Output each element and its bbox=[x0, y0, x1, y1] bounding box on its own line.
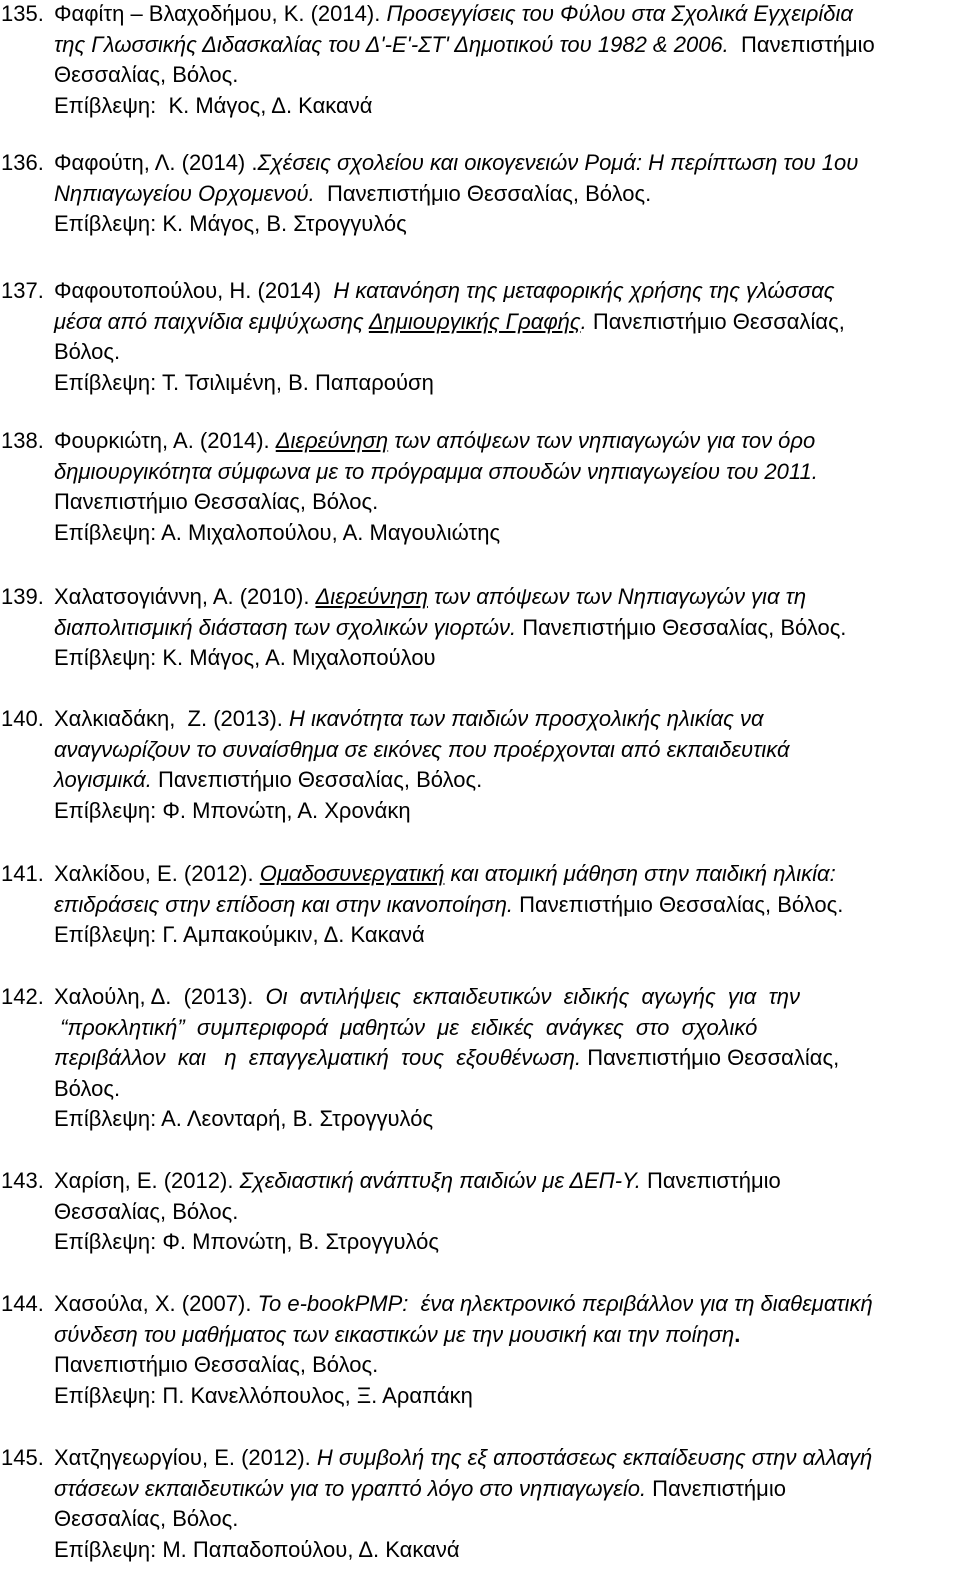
line-text bbox=[54, 767, 482, 792]
entry-line bbox=[0, 426, 960, 457]
entry-number: 139. bbox=[1, 584, 44, 609]
entry-line bbox=[0, 643, 960, 674]
entry-line bbox=[0, 0, 960, 30]
entry-line bbox=[0, 1289, 960, 1320]
text-run: μέσα από παιχνίδια εμψύχωσης bbox=[54, 308, 369, 334]
text-run: . bbox=[580, 308, 587, 334]
entry-line bbox=[0, 613, 960, 644]
text-run: Επίβλεψη: Κ. Μάγος, Α. Μιχαλοπούλου bbox=[54, 645, 436, 671]
line-text bbox=[54, 645, 436, 670]
reference-entry bbox=[0, 582, 960, 674]
entry-line bbox=[0, 1197, 960, 1228]
reference-entry bbox=[0, 276, 960, 398]
text-run: Φαφουτοπούλου, Η. (2014) bbox=[54, 278, 334, 303]
entry-line bbox=[0, 91, 960, 122]
text-run: Επίβλεψη: Α. Μιχαλοπούλου, Α. Μαγουλιώτης bbox=[54, 519, 501, 545]
entry-line bbox=[0, 518, 960, 549]
entry-line bbox=[0, 209, 960, 240]
text-run: Νηπιαγωγείου Ορχομενού. bbox=[54, 180, 315, 206]
line-text bbox=[54, 892, 843, 917]
line-text bbox=[54, 1506, 238, 1531]
line-text bbox=[54, 1076, 120, 1101]
text-run: και ατομική μάθηση στην παιδική ηλικία: bbox=[444, 861, 836, 886]
entry-number: 142. bbox=[1, 984, 44, 1009]
entry-line bbox=[0, 148, 960, 179]
entry-line bbox=[0, 796, 960, 827]
entry-number: 140. bbox=[1, 706, 44, 731]
text-run: Επίβλεψη: Τ. Τσιλιμένη, Β. Παπαρούση bbox=[54, 369, 434, 395]
entry-line bbox=[0, 735, 960, 766]
text-run: Η κατανόηση της μεταφορικής χρήσης της γλώσσας bbox=[333, 278, 835, 303]
text-run: Προσεγγίσεις του Φύλου στα Σχολικά Εγχειρίδια bbox=[386, 1, 853, 26]
text-run: Βόλος. bbox=[54, 339, 121, 365]
text-run: Φουρκιώτη, Α. (2014). bbox=[54, 428, 276, 453]
entry-line bbox=[0, 179, 960, 210]
line-text bbox=[54, 1015, 757, 1040]
entry-line bbox=[0, 582, 960, 613]
reference-entry bbox=[0, 426, 960, 548]
text-run: Χασούλα, Χ. (2007). bbox=[54, 1291, 258, 1316]
text-run: Επίβλεψη: Κ. Μάγος, Δ. Κακανά bbox=[54, 92, 373, 118]
entry-line bbox=[0, 337, 960, 368]
entry-line bbox=[0, 890, 960, 921]
entry-line bbox=[0, 1320, 960, 1351]
entry-line bbox=[0, 457, 960, 488]
line-text bbox=[54, 93, 372, 118]
text-run: διαπολιτισμική διάσταση των σχολικών γιορτών. bbox=[54, 614, 517, 640]
text-run: Πανεπιστήμιο Θεσσαλίας, Βόλος. bbox=[516, 614, 847, 640]
entry-line bbox=[0, 368, 960, 399]
line-text bbox=[54, 1229, 439, 1254]
line-text bbox=[54, 181, 651, 206]
text-run: Επίβλεψη: Μ. Παπαδοπούλου, Δ. Κακανά bbox=[54, 1536, 460, 1562]
line-text bbox=[54, 150, 858, 175]
text-run: Επίβλεψη: Φ. Μπονώτη, Β. Στρογγυλός bbox=[54, 1229, 439, 1255]
text-run: Διερεύνηση bbox=[275, 428, 389, 453]
entry-line bbox=[0, 276, 960, 307]
line-text bbox=[54, 459, 818, 484]
entry-line bbox=[0, 1227, 960, 1258]
line-text bbox=[54, 62, 238, 87]
line-text bbox=[54, 706, 764, 731]
line-text bbox=[54, 615, 846, 640]
text-run: περιβάλλον και η επαγγελματική τους εξουθένωση. bbox=[54, 1045, 582, 1071]
text-run: επιδράσεις στην επίδοση και στην ικανοποίηση. bbox=[54, 891, 514, 917]
text-run: Πανεπιστήμιο Θεσσαλίας, bbox=[581, 1045, 840, 1071]
reference-entry bbox=[0, 704, 960, 826]
line-text bbox=[54, 1291, 873, 1316]
text-run: Χαλκιαδάκη, Ζ. (2013). bbox=[54, 706, 290, 731]
text-run: Χαλκίδου, Ε. (2012). bbox=[54, 861, 260, 886]
text-run: Η ικανότητα των παιδιών προσχολικής ηλικίας να bbox=[289, 706, 764, 731]
line-text bbox=[54, 1, 853, 26]
line-text bbox=[54, 489, 378, 514]
line-text bbox=[54, 1476, 786, 1501]
entry-line bbox=[0, 1350, 960, 1381]
entry-number: 136. bbox=[1, 150, 44, 175]
text-run: Επίβλεψη: Π. Κανελλόπουλος, Ξ. Αραπάκη bbox=[54, 1382, 473, 1408]
entry-line bbox=[0, 920, 960, 951]
reference-entry bbox=[0, 1443, 960, 1565]
entry-line bbox=[0, 30, 960, 61]
line-text bbox=[54, 370, 434, 395]
text-run: λογισμικά. bbox=[54, 767, 152, 793]
entry-line bbox=[0, 60, 960, 91]
text-run: Επίβλεψη: Γ. Αμπακούμκιν, Δ. Κακανά bbox=[54, 922, 425, 948]
text-run: των απόψεων των Νηπιαγωγών για τη bbox=[427, 584, 807, 609]
reference-entry bbox=[0, 1166, 960, 1258]
text-run: Πανεπιστήμιο Θεσσαλίας, Βόλος. bbox=[151, 767, 483, 793]
text-run: Οι αντιλήψεις εκπαιδευτικών ειδικής αγωγής για την bbox=[265, 984, 801, 1009]
line-text bbox=[54, 1352, 378, 1377]
entry-number: 141. bbox=[1, 861, 44, 886]
text-run: Χαλατσογιάννη, Α. (2010). bbox=[54, 584, 316, 609]
text-run: Θεσσαλίας, Βόλος. bbox=[54, 1198, 239, 1224]
text-run: δημιουργικότητα σύμφωνα με το πρόγραμμα σπουδών νηπιαγωγείου του 2011. bbox=[54, 458, 818, 484]
entry-line bbox=[0, 307, 960, 338]
line-text bbox=[54, 309, 845, 334]
text-run: Πανεπιστήμιο Θεσσαλίας, Βόλος. bbox=[513, 891, 844, 917]
text-run: των απόψεων των νηπιαγωγών για τον όρο bbox=[388, 428, 816, 453]
line-text bbox=[54, 1537, 460, 1562]
text-run: Φαφίτη – Βλαχοδήμου, Κ. (2014). bbox=[54, 1, 387, 26]
line-text bbox=[54, 1045, 839, 1070]
entry-line bbox=[0, 1535, 960, 1566]
text-run: αναγνωρίζουν το συναίσθημα σε εικόνες που προέρχονται από εκπαιδευτικά bbox=[54, 736, 790, 762]
text-run: “προκλητική” συμπεριφορά μαθητών με ειδικές ανάγκες στο σχολικό bbox=[54, 1014, 758, 1040]
line-text bbox=[54, 798, 411, 823]
text-run: σύνδεση του μαθήματος των εικαστικών με την μουσική και την ποίηση bbox=[54, 1321, 735, 1347]
reference-entry bbox=[0, 1289, 960, 1411]
text-run: της Γλωσσικής Διδασκαλίας του Δ'-Ε'-ΣΤ' Δημοτικού του 1982 & 2006. bbox=[54, 31, 729, 57]
text-run: Πανεπιστήμιο bbox=[640, 1168, 781, 1193]
text-run: Θεσσαλίας, Βόλος. bbox=[54, 62, 239, 88]
text-run: Ομαδοσυνεργατική bbox=[259, 861, 445, 886]
reference-entry bbox=[0, 859, 960, 951]
line-text bbox=[54, 278, 834, 303]
text-run: Χαλούλη, Δ. (2013). bbox=[54, 984, 266, 1009]
line-text bbox=[54, 520, 500, 545]
line-text bbox=[54, 1383, 473, 1408]
text-run: Χατζηγεωργίου, Ε. (2012). bbox=[54, 1445, 317, 1470]
line-text bbox=[54, 584, 806, 609]
text-run: Πανεπιστήμιο Θεσσαλίας, Βόλος. bbox=[314, 180, 652, 206]
entry-line bbox=[0, 1504, 960, 1535]
line-text bbox=[54, 922, 425, 947]
entry-line bbox=[0, 765, 960, 796]
entry-line bbox=[0, 982, 960, 1013]
line-text bbox=[54, 861, 836, 886]
entry-line bbox=[0, 1474, 960, 1505]
line-text bbox=[54, 339, 120, 364]
entry-line bbox=[0, 1381, 960, 1412]
entry-line bbox=[0, 1013, 960, 1044]
text-run: Επίβλεψη: Φ. Μπονώτη, Α. Χρονάκη bbox=[54, 797, 411, 823]
entry-line bbox=[0, 1166, 960, 1197]
line-text bbox=[54, 428, 815, 453]
line-text bbox=[54, 984, 800, 1009]
line-text bbox=[54, 211, 407, 236]
reference-entry bbox=[0, 0, 960, 121]
entry-number: 135. bbox=[1, 1, 44, 26]
entry-line bbox=[0, 859, 960, 890]
entry-line bbox=[0, 1043, 960, 1074]
text-run: Χαρίση, Ε. (2012). bbox=[54, 1168, 240, 1193]
entry-line bbox=[0, 704, 960, 735]
text-run: Η συμβολή της εξ αποστάσεως εκπαίδευσης στην αλλαγή bbox=[316, 1445, 873, 1470]
line-text bbox=[54, 1168, 781, 1193]
text-run: στάσεων εκπαιδευτικών για το γραπτό λόγο στο νηπιαγωγείο. bbox=[54, 1475, 647, 1501]
line-text bbox=[54, 1322, 740, 1347]
text-run: Πανεπιστήμιο bbox=[646, 1475, 786, 1501]
text-run: Δημιουργικής Γραφής bbox=[368, 308, 581, 334]
entry-number: 145. bbox=[1, 1445, 44, 1470]
entry-line bbox=[0, 1104, 960, 1135]
line-text bbox=[54, 1106, 433, 1131]
entry-number: 138. bbox=[1, 428, 44, 453]
line-text bbox=[54, 737, 790, 762]
text-run: Φαφούτη, Λ. (2014) . bbox=[54, 150, 258, 175]
entry-line bbox=[0, 1074, 960, 1105]
reference-entry bbox=[0, 148, 960, 240]
text-run: Επίβλεψη: Α. Λεονταρή, Β. Στρογγυλός bbox=[54, 1106, 434, 1132]
entry-number: 143. bbox=[1, 1168, 44, 1193]
line-text bbox=[54, 1199, 238, 1224]
text-run: Πανεπιστήμιο Θεσσαλίας, Βόλος. bbox=[54, 489, 379, 515]
text-run: . bbox=[734, 1321, 741, 1347]
text-run: Διερεύνηση bbox=[315, 584, 428, 609]
text-run: Βόλος. bbox=[54, 1075, 121, 1101]
entry-number: 137. bbox=[1, 278, 44, 303]
entry-line bbox=[0, 487, 960, 518]
text-run: Πανεπιστήμιο bbox=[728, 31, 875, 57]
reference-entry bbox=[0, 982, 960, 1135]
text-run: Θεσσαλίας, Βόλος. bbox=[54, 1506, 239, 1532]
text-run: Σχεδιαστική ανάπτυξη παιδιών με ΔΕΠ-Υ. bbox=[239, 1168, 641, 1193]
text-run: Το e-bookPMP: ένα ηλεκτρονικό περιβάλλον για τη διαθεματική bbox=[257, 1291, 873, 1316]
entry-line bbox=[0, 1443, 960, 1474]
text-run: Πανεπιστήμιο Θεσσαλίας, bbox=[586, 308, 845, 334]
line-text bbox=[54, 32, 875, 57]
text-run: Πανεπιστήμιο Θεσσαλίας, Βόλος. bbox=[54, 1352, 379, 1378]
text-run: Σχέσεις σχολείου και οικογενειών Ρομά: Η περίπτωση του 1ου bbox=[257, 150, 859, 175]
entry-number: 144. bbox=[1, 1291, 44, 1316]
text-run: Επίβλεψη: Κ. Μάγος, Β. Στρογγυλός bbox=[54, 211, 407, 237]
line-text bbox=[54, 1445, 872, 1470]
